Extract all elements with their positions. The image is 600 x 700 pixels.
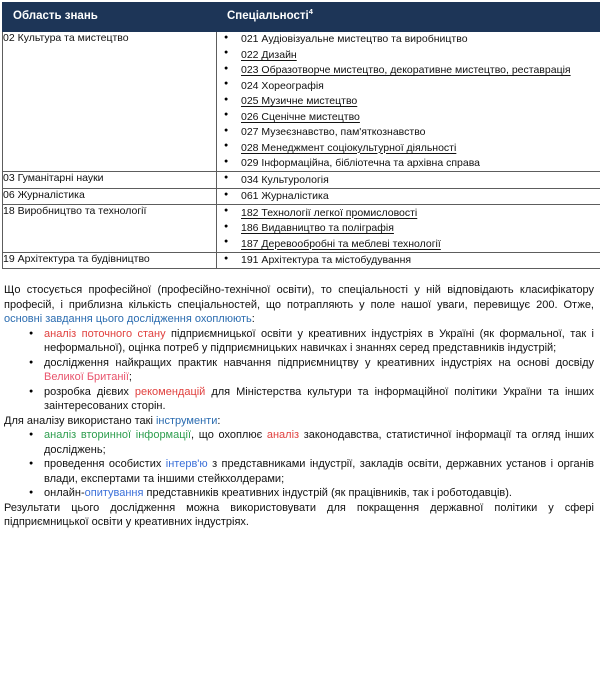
- specialty-item[interactable]: [241, 109, 600, 125]
- specialty-item: [241, 253, 600, 269]
- bullet-rest: представників креативних індустрій (як працівників, так і роботодавців).: [143, 487, 512, 499]
- specialty-list: [217, 253, 600, 269]
- table-body: [3, 31, 600, 269]
- specialty-item[interactable]: [241, 63, 600, 79]
- intro-colon: :: [252, 313, 255, 325]
- conclusion-paragraph: Результати цього дослідження можна використовувати для покращення державної політики у сфері підприємницької освіти у креативних індустріях.: [4, 501, 594, 530]
- bullet-item: [44, 385, 594, 414]
- bullet-highlight-secondary: аналіз: [267, 429, 299, 441]
- specialty-link[interactable]: 025 Музичне мистецтво: [241, 95, 357, 107]
- column-header-specialties-label: Спеціальності: [227, 10, 309, 22]
- specialty-link[interactable]: 028 Менеджмент соціокультурної діяльності: [241, 142, 456, 154]
- bullet-prefix: проведення особистих: [44, 458, 166, 470]
- footnote-marker: 4: [309, 7, 313, 16]
- specialty-text: 027 Музеєзнавство, пам'яткознавство: [241, 126, 426, 138]
- specialty-item: [241, 189, 600, 205]
- bullet-item: [44, 327, 594, 356]
- area-label: 02 Культура та мистецтво: [3, 32, 129, 44]
- specialty-item[interactable]: [241, 221, 600, 237]
- bullet-item: [44, 457, 594, 486]
- table-row: [3, 31, 600, 172]
- specialties-table: [2, 2, 600, 269]
- specialties-cell: [217, 31, 600, 172]
- area-cell: [3, 172, 217, 189]
- specialty-text: 034 Культурологія: [241, 174, 329, 186]
- area-label: 18 Виробництво та технології: [3, 205, 146, 217]
- specialties-cell: [217, 252, 600, 269]
- tools-highlight: інструменти: [156, 415, 217, 427]
- specialties-cell: [217, 172, 600, 189]
- specialty-item[interactable]: [241, 47, 600, 63]
- specialty-item: [241, 156, 600, 172]
- specialties-cell: [217, 205, 600, 253]
- area-label: 06 Журналістика: [3, 189, 85, 201]
- bullet-rest: ;: [129, 371, 132, 383]
- column-header-specialties: [217, 3, 600, 32]
- column-header-area-label: Область знань: [13, 10, 98, 22]
- table-header-row: [3, 3, 600, 32]
- bullet-rest: підприємницької освіти у креативних індустріях в Україні (як формальної, так і неформальної), оцінка потреб у підприємницьких навичках і знаннях серед представників індустрій;: [44, 328, 594, 355]
- tools-lead-paragraph: [4, 414, 594, 429]
- bullet-highlight: інтерв'ю: [166, 458, 208, 470]
- document-page: [0, 2, 600, 700]
- specialty-item: [241, 172, 600, 188]
- specialty-list: [217, 32, 600, 172]
- specialty-text: 029 Інформаційна, бібліотечна та архівна справа: [241, 157, 480, 169]
- area-label: 03 Гуманітарні науки: [3, 172, 104, 184]
- column-header-area: [3, 3, 217, 32]
- area-cell: [3, 252, 217, 269]
- bullet-rest: законодавства, статистичної інформації та огляд інших досліджень;: [44, 429, 594, 456]
- area-cell: [3, 31, 217, 172]
- specialty-text: 021 Аудіовізуальне мистецтво та виробництво: [241, 33, 468, 45]
- bullet-rest: для Міністерства культури та інформаційної політики України та інших заінтересованих сторін.: [44, 386, 594, 413]
- table-row: [3, 172, 600, 189]
- bullet-rest: з представниками індустрії, закладів освіти, державних установ і органів влади, експертами та іншими стейкхолдерами;: [44, 458, 594, 485]
- specialty-item[interactable]: [241, 236, 600, 252]
- prose-section: [4, 283, 594, 530]
- specialty-text: 191 Архітектура та містобудування: [241, 254, 411, 266]
- tools-list: [4, 428, 594, 501]
- table-row: [3, 252, 600, 269]
- bullet-prefix: розробка дієвих: [44, 386, 135, 398]
- table-row: [3, 188, 600, 205]
- tools-lead-text: Для аналізу використано такі: [4, 415, 156, 427]
- specialty-list: [217, 172, 600, 188]
- specialty-item: [241, 78, 600, 94]
- bullet-item: [44, 428, 594, 457]
- bullet-highlight: опитування: [85, 487, 144, 499]
- specialty-item: [241, 32, 600, 48]
- bullet-highlight: аналіз вторинної інформації: [44, 429, 191, 441]
- table-header: [3, 3, 600, 32]
- bullet-highlight: аналіз поточного стану: [44, 328, 166, 340]
- specialty-list: [217, 205, 600, 252]
- specialty-link[interactable]: 023 Образотворче мистецтво, декоративне мистецтво, реставрація: [241, 64, 571, 76]
- intro-highlight: основні завдання цього дослідження охоплюють: [4, 313, 252, 325]
- specialty-link[interactable]: 187 Деревообробні та меблеві технології: [241, 238, 441, 250]
- bullet-item: [44, 356, 594, 385]
- area-cell: [3, 205, 217, 253]
- bullet-mid: , що охоплює: [191, 429, 267, 441]
- area-cell: [3, 188, 217, 205]
- specialty-item: [241, 125, 600, 141]
- specialty-item[interactable]: [241, 140, 600, 156]
- specialty-link[interactable]: 022 Дизайн: [241, 49, 297, 61]
- tasks-list: [4, 327, 594, 414]
- specialty-text: 061 Журналістика: [241, 190, 329, 202]
- specialty-link[interactable]: 182 Технології легкої промисловості: [241, 207, 417, 219]
- specialty-link[interactable]: 186 Видавництво та поліграфія: [241, 222, 394, 234]
- specialty-text: 024 Хореографія: [241, 80, 324, 92]
- table-row: [3, 205, 600, 253]
- bullet-item: [44, 486, 594, 501]
- specialty-item[interactable]: [241, 94, 600, 110]
- tools-colon: :: [217, 415, 220, 427]
- bullet-highlight: Великої Британії: [44, 371, 129, 383]
- specialties-cell: [217, 188, 600, 205]
- intro-paragraph: [4, 283, 594, 327]
- bullet-prefix: онлайн-: [44, 487, 85, 499]
- specialty-list: [217, 189, 600, 205]
- specialty-link[interactable]: 026 Сценічне мистецтво: [241, 111, 360, 123]
- bullet-prefix: дослідження найкращих практик навчання підприємництву у креативних індустріях на основі досвіду: [44, 357, 594, 369]
- specialty-item[interactable]: [241, 205, 600, 221]
- intro-text: Що стосується професійної (професійно-технічної освіти), то спеціальності у ній відповідають класифікатору професій, і приблизна кількість спеціальностей, що потрапляють у поле нашої уваги, перевищує 200. Отже,: [4, 284, 594, 311]
- bullet-highlight: рекомендацій: [135, 386, 205, 398]
- area-label: 19 Архітектура та будівництво: [3, 253, 150, 265]
